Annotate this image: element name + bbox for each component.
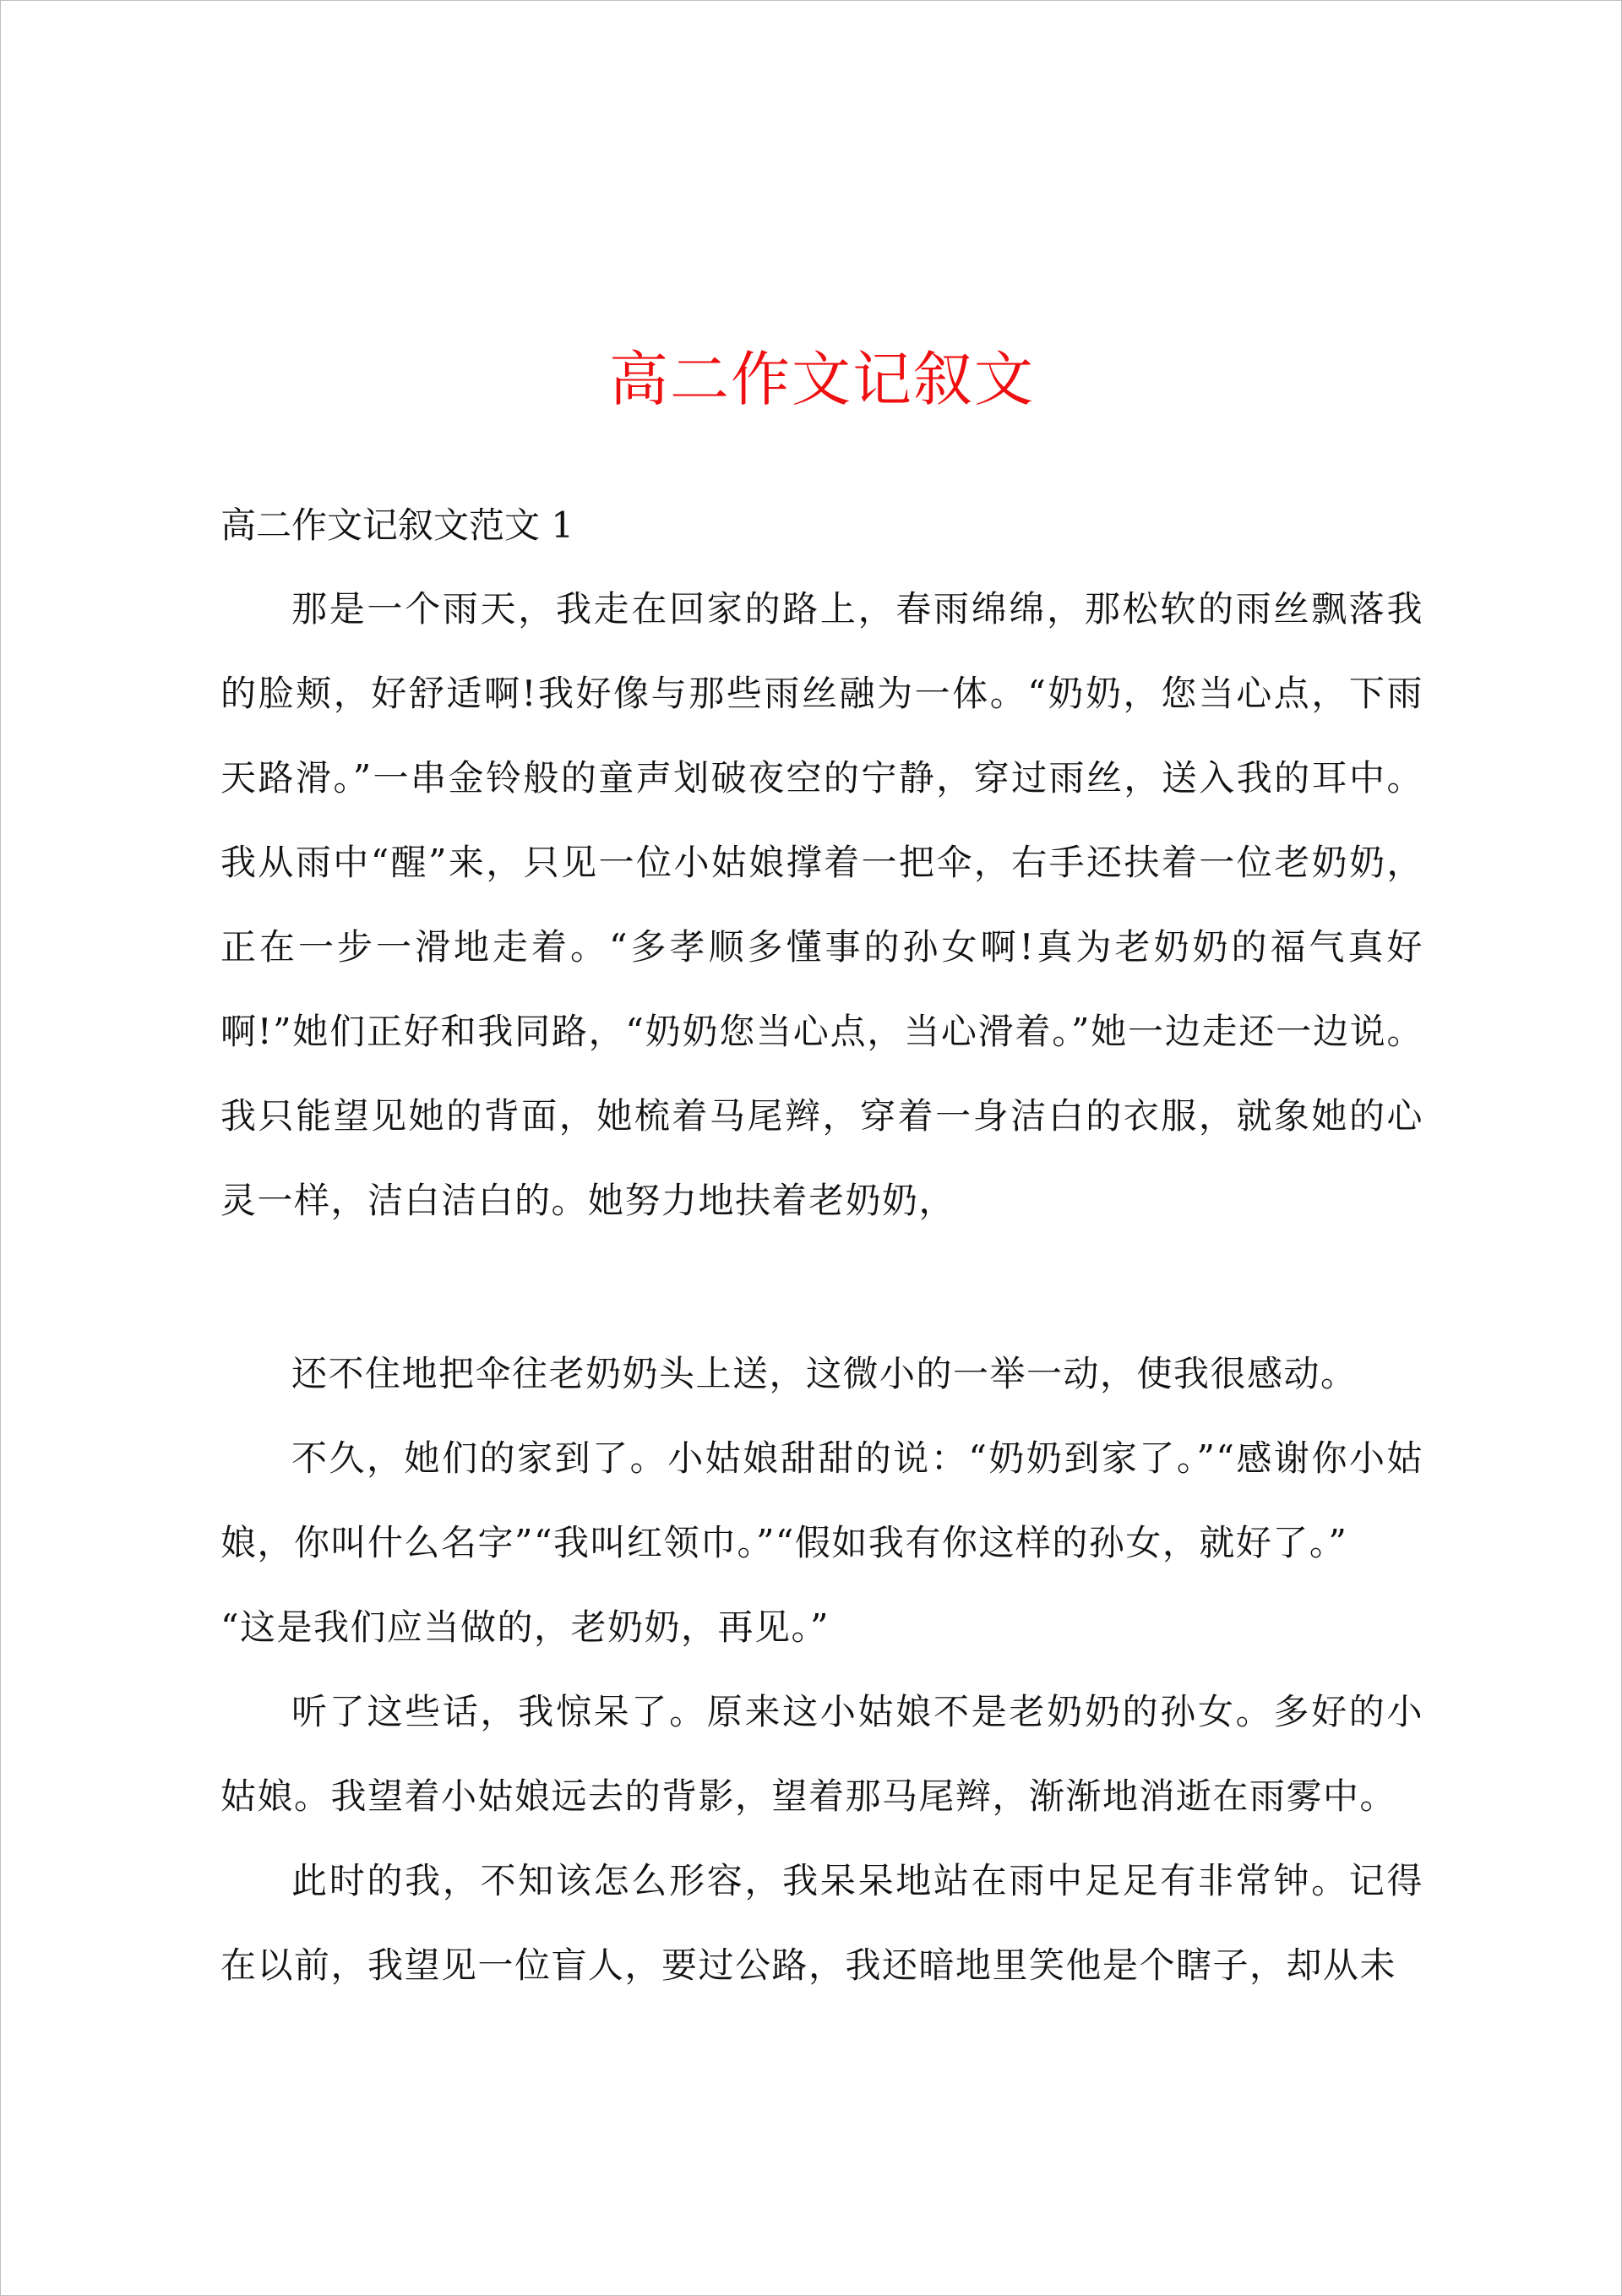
paragraph: 不久，她们的家到了。小姑娘甜甜的说：“奶奶到家了。”“感谢你小姑娘，你叫什么名字”“我叫红领巾。”“假如我有你这样的孙女，就好了。”	[220, 1437, 1423, 1563]
paragraph: “这是我们应当做的，老奶奶，再见。”	[220, 1606, 830, 1648]
paragraph: 还不住地把伞往老奶奶头上送，这微小的一举一动，使我很感动。	[291, 1353, 1358, 1394]
text-block-2	[220, 1332, 1423, 2008]
paragraph: 听了这些话，我惊呆了。原来这小姑娘不是老奶奶的孙女。多好的小姑娘。我望着小姑娘远去的背影，望着那马尾辫，渐渐地消逝在雨雾中。	[220, 1691, 1423, 1817]
paragraph: 此时的我，不知该怎么形容，我呆呆地站在雨中足足有非常钟。记得在以前，我望见一位盲人，要过公路，我还暗地里笑他是个瞎子，却从未	[220, 1860, 1423, 1986]
essay-subtitle: 高二作文记叙文范文 1	[220, 504, 574, 546]
text-block-1	[220, 567, 1423, 1243]
paragraph: 那是一个雨天，我走在回家的路上，春雨绵绵，那松软的雨丝飘落我的脸颊，好舒适啊!我好像与那些雨丝融为一体。“奶奶，您当心点，下雨天路滑。”一串金铃般的童声划破夜空的宁静，穿过雨丝，送入我的耳中。我从雨中“醒”来，只见一位小姑娘撑着一把伞，右手还扶着一位老奶奶，正在一步一滑地走着。“多孝顺多懂事的孙女啊!真为老奶奶的福气真好啊!”她们正好和我同路，“奶奶您当心点，当心滑着。”她一边走还一边说。我只能望见她的背面，她梳着马尾辫，穿着一身洁白的衣服，就象她的心灵一样，洁白洁白的。她努力地扶着老奶奶，	[220, 588, 1423, 1221]
document-title: 高二作文记叙文	[609, 345, 1035, 414]
